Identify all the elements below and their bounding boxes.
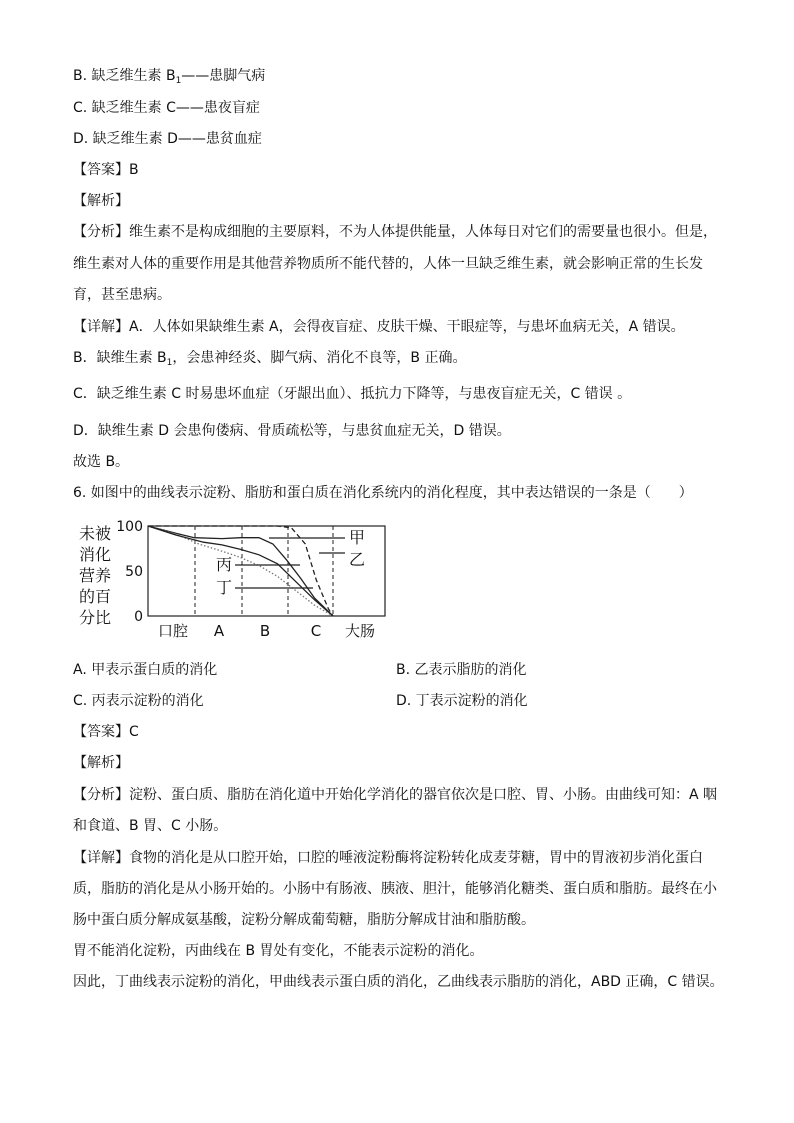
digestion-chart <box>73 515 393 645</box>
option-d-q5: D. 缺乏维生素 D——患贫血症 <box>73 131 262 147</box>
xiangjie-q6-line1: 【详解】食物的消化是从口腔开始，口腔的唾液淀粉酶将淀粉转化成麦芽糖，胃中的胃液初步消化蛋白 <box>73 850 703 866</box>
option-b-q5: B. 缺乏维生素 $B_1——$患脚气病 <box>73 68 266 86</box>
x-label: A <box>213 622 225 640</box>
label-丁: 丁 <box>216 578 233 597</box>
y-ticks <box>116 519 143 625</box>
xiangjie-q6-line3: 肠中蛋白质分解成氨基酸，淀粉分解成葡萄糖，脂肪分解成甘油和脂肪酸。 <box>73 912 535 928</box>
y-label-line: 未被 <box>79 524 112 543</box>
question6-stem: 6. 如图中的曲线表示淀粉、脂肪和蛋白质在消化系统内的消化程度，其中表达错误的一条是（ ） <box>73 485 693 501</box>
xiangjie-q6-line5: 因此，丁曲线表示淀粉的消化，甲曲线表示蛋白质的消化，乙曲线表示脂肪的消化，ABD 正确，C 错误。 <box>73 974 724 990</box>
fenxi-q5-line3: 育，甚至患病。 <box>73 287 171 303</box>
option-d-q6: D. 丁表示淀粉的消化 <box>396 693 528 709</box>
x-axis-labels <box>158 622 375 640</box>
x-label: 大肠 <box>344 622 376 640</box>
curve-乙 <box>148 526 333 616</box>
xiangjie-q6-line2: 质，脂肪的消化是从小肠开始的。小肠中有肠液、胰液、胆汁，能够消化糖类、蛋白质和脂肪。最终在小 <box>73 881 717 897</box>
conclusion-q5: 故选 B。 <box>73 454 130 470</box>
y-tick-label: 100 <box>116 519 143 535</box>
x-label: C <box>310 622 322 640</box>
option-a-q6: A. 甲表示蛋白质的消化 <box>73 662 218 678</box>
analysis-label-q5: 【解析】 <box>73 193 129 209</box>
y-label-line: 的百 <box>79 587 112 606</box>
y-label-line: 消化 <box>79 545 112 564</box>
label-丙: 丙 <box>216 555 233 574</box>
xiangjie-q5-line1: 【详解】A．人体如果缺维生素 A，会得夜盲症、皮肤干燥、干眼症等，与患坏血病无关，A 错误。 <box>73 319 685 335</box>
xiangjie-q5-d: D．缺维生素 D 会患佝偻病、骨质疏松等，与患贫血症无关，D 错误。 <box>73 423 511 439</box>
option-b-q6: B. 乙表示脂肪的消化 <box>396 662 527 678</box>
option-c-q6: C. 丙表示淀粉的消化 <box>73 693 204 709</box>
curve-甲 <box>148 526 333 616</box>
curves <box>148 526 333 616</box>
analysis-label-q6: 【解析】 <box>73 755 129 771</box>
label-乙: 乙 <box>349 550 366 569</box>
fenxi-q5-line1: 【分析】维生素不是构成细胞的主要原料，不为人体提供能量，人体每日对它们的需要量也很小。但是， <box>73 224 717 240</box>
fenxi-q6-line2: 和食道、B 胃、C 小肠。 <box>73 818 228 834</box>
x-label: B <box>259 622 271 640</box>
y-tick-label: 50 <box>125 564 143 580</box>
answer-q6: 【答案】C <box>73 724 139 740</box>
xiangjie-q5-b: B．缺维生素 $B_1$，会患神经炎、脚气病、消化不良等，B 正确。 <box>73 350 467 368</box>
y-axis-label <box>79 524 111 627</box>
option-c-q5: C. 缺乏维生素 C——患夜盲症 <box>73 100 260 116</box>
xiangjie-q5-c: C．缺乏维生素 C 时易患坏血症（牙龈出血）、抵抗力下降等，与患夜盲症无关，C 错误 。 <box>73 386 632 402</box>
fenxi-q5-line2: 维生素对人体的重要作用是其他营养物质所不能代替的，人体一旦缺乏维生素，就会影响正常的生长发 <box>73 256 703 272</box>
answer-q5: 【答案】B <box>73 162 139 178</box>
fenxi-q6-line1: 【分析】淀粉、蛋白质、脂肪在消化道中开始化学消化的器官依次是口腔、胃、小肠。由曲线可知：A 咽 <box>73 787 718 803</box>
y-label-line: 分比 <box>79 608 112 627</box>
y-tick-label: 0 <box>134 609 143 625</box>
curve-丁 <box>148 526 333 616</box>
label-甲: 甲 <box>349 528 366 547</box>
x-label: 口腔 <box>157 622 189 640</box>
curve-丙 <box>148 526 333 616</box>
y-label-line: 营养 <box>79 566 112 585</box>
xiangjie-q6-line4: 胃不能消化淀粉，丙曲线在 B 胃处有变化，不能表示淀粉的消化。 <box>73 943 484 959</box>
